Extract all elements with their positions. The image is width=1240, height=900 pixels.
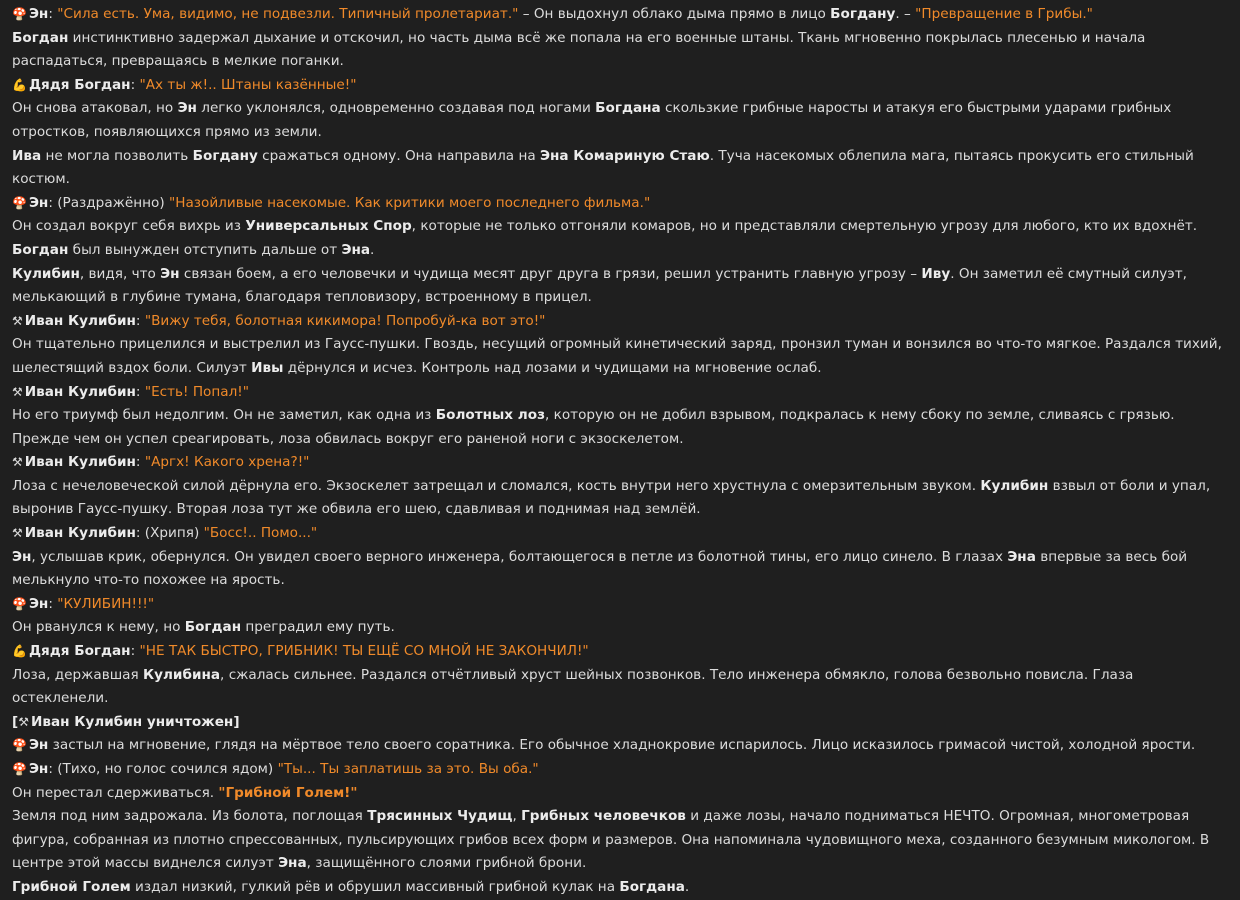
- text-segment: : (Тихо, но голос сочился ядом): [48, 761, 278, 777]
- bold-name: Богдану: [830, 6, 896, 22]
- text-segment: Лоза, державшая: [12, 666, 143, 683]
- bold-name: Эн: [28, 595, 49, 612]
- bold-name: Дядя Богдан: [28, 76, 131, 93]
- text-segment: :: [130, 76, 140, 93]
- bold-name: Болотных лоз: [435, 407, 546, 424]
- bold-name: Трясинных Чудищ: [367, 808, 513, 825]
- text-segment: издал низкий, гулкий рёв и обрушил массивный грибной кулак на: [130, 878, 620, 895]
- bold-name: Эна: [341, 241, 371, 258]
- chat-line: [12, 734, 1228, 758]
- bold-name: Дядя Богдан: [28, 643, 131, 660]
- text-segment: Но его триумф был недолгим. Он не заметил, как одна из: [12, 407, 436, 424]
- speaker-emoji-icon: 🍄: [12, 7, 27, 21]
- bold-name: Грибной Голем: [12, 878, 131, 895]
- bold-name: Богдана: [595, 100, 661, 117]
- text-segment: , сжалась сильнее. Раздался отчётливый хруст шейных позвонков. Тело инженера обмякло, голова безвольно повисла. Глаза остекленели.: [12, 666, 1134, 707]
- text-segment: , услышав крик, обернулся. Он увидел своего верного инженера, болтающегося в петле из болотной тины, его лицо синело. В глазах: [31, 548, 1008, 565]
- text-segment: Он снова атаковал, но: [12, 100, 178, 117]
- text-segment: инстинктивно задержал дыхание и отскочил, но часть дыма всё же попала на его военные штаны. Ткань мгновенно покрылась плесенью и начала распадаться, превращаясь в мелкие поганки.: [12, 29, 1146, 70]
- bold-name: Эн: [177, 100, 197, 117]
- bold-name: Богдан: [184, 619, 242, 636]
- text-segment: : (Раздражённо): [48, 194, 169, 211]
- bold-name: Эн: [160, 265, 180, 282]
- chat-line: [12, 758, 1228, 782]
- text-segment: впервые за весь бой мелькнуло что-то похожее на ярость.: [12, 548, 1188, 589]
- bold-name: Эн: [28, 6, 49, 22]
- bold-name: Богдану: [192, 147, 258, 164]
- chat-line: [12, 192, 1228, 216]
- bold-name: Кулибина: [143, 666, 221, 683]
- chat-line: [12, 27, 1228, 74]
- quote-text: "Сила есть. Ума, видимо, не подвезли. Типичный пролетариат.": [57, 6, 519, 22]
- bold-name: Эн: [28, 737, 49, 754]
- chat-line: [12, 711, 1228, 735]
- chat-line: [12, 664, 1228, 711]
- quote-text: "Есть! Попал!": [144, 383, 249, 400]
- speaker-emoji-icon: 💪: [12, 77, 27, 92]
- bold-name: [: [12, 713, 19, 730]
- bold-name: Кулибин: [980, 477, 1049, 494]
- text-segment: :: [48, 595, 58, 612]
- bold-name: Универсальных Спор: [245, 218, 412, 235]
- text-segment: застыл на мгновение, глядя на мёртвое тело своего соратника. Его обычное хладнокровие испарилось. Лицо исказилось гримасой чистой, холодной ярости.: [48, 737, 1196, 754]
- chat-line: [12, 381, 1228, 405]
- quote-text: "Ты... Ты заплатишь за это. Вы оба.": [277, 761, 539, 777]
- text-segment: : (Хрипя): [135, 525, 204, 542]
- chat-line: [12, 333, 1228, 380]
- speaker-emoji-icon: ⚒: [12, 384, 23, 399]
- bold-name: Богдан: [12, 241, 69, 258]
- bold-name: Эн: [28, 761, 49, 777]
- quote-text: "Превращение в Грибы.": [915, 6, 1093, 22]
- chat-line: [12, 3, 1228, 27]
- text-segment: . –: [895, 6, 916, 22]
- quote-text: "Грибной Голем!": [218, 784, 358, 801]
- bold-name: Грибных человечков: [521, 808, 686, 825]
- text-segment: .: [370, 241, 375, 258]
- text-segment: не могла позволить: [41, 147, 193, 164]
- text-segment: Земля под ним задрожала. Из болота, поглощая: [12, 808, 368, 825]
- text-segment: :: [135, 312, 145, 329]
- speaker-emoji-icon: 🍄: [12, 738, 27, 753]
- bold-name: Иван Кулибин: [24, 312, 136, 329]
- bold-name: Иван Кулибин: [24, 525, 136, 542]
- chat-line: [12, 640, 1228, 664]
- quote-text: "Назойливые насекомые. Как критики моего последнего фильма.": [168, 194, 651, 211]
- quote-text: "Вижу тебя, болотная кикимора! Попробуй-ка вот это!": [144, 312, 546, 329]
- text-segment: взвыл от боли и упал, выронив Гаусс-пушку. Вторая лоза тут же обвила его шею, сдавливая и поднимая над землёй.: [12, 477, 1211, 518]
- chat-line: [12, 404, 1228, 451]
- text-segment: ,: [512, 808, 522, 825]
- text-segment: связан боем, а его человечки и чудища месят друг друга в грязи, решил устранить главную угрозу –: [179, 265, 922, 282]
- bold-name: Ивы: [251, 359, 284, 376]
- text-segment: Лоза с нечеловеческой силой дёрнула его. Экзоскелет затрещал и сломался, кость внутри него хрустнула с омерзительным звуком.: [12, 477, 981, 494]
- chat-line: [12, 876, 1228, 900]
- text-segment: :: [135, 383, 145, 400]
- speaker-emoji-icon: 🍄: [12, 596, 27, 611]
- text-segment: Он создал вокруг себя вихрь из: [12, 218, 246, 235]
- text-segment: , видя, что: [79, 265, 161, 282]
- bold-name: Эна: [278, 855, 307, 872]
- bold-name: Богдан: [12, 29, 69, 46]
- chat-line: [12, 546, 1228, 593]
- speaker-emoji-icon: ⚒: [12, 526, 23, 541]
- chat-line: [12, 263, 1228, 310]
- quote-text: "Ах ты ж!.. Штаны казённые!": [139, 76, 357, 93]
- chat-line: [12, 310, 1228, 334]
- chat-line: [12, 616, 1228, 640]
- text-segment: дёрнулся и исчез. Контроль над лозами и чудищами на мгновение ослаб.: [283, 359, 822, 376]
- text-segment: Он тщательно прицелился и выстрелил из Гаусс-пушки. Гвоздь, несущий огромный кинетический заряд, пронзил туман и вонзился во что-то мягкое. Раздался тихий, шелестящий вздох боли. Силуэт: [12, 336, 1222, 376]
- bold-name: Богдана: [619, 878, 685, 895]
- bold-name: Эна: [1007, 548, 1036, 565]
- chat-line: [12, 97, 1228, 144]
- chat-line: [12, 145, 1228, 192]
- text-segment: сражаться одному. Она направила на: [257, 147, 540, 164]
- text-segment: . Он заметил её смутный силуэт, мелькающий в глубине тумана, благодаря тепловизору, встроенному в прицел.: [12, 265, 1187, 306]
- speaker-emoji-icon: ⚒: [18, 714, 29, 729]
- bold-name: Иван Кулибин: [24, 383, 136, 400]
- bold-name: Ива: [12, 147, 42, 164]
- bold-name: Иву: [921, 265, 951, 282]
- chat-line: [12, 475, 1228, 522]
- quote-text: "Босс!.. Помо...": [203, 525, 318, 542]
- bold-name: Эн: [28, 194, 49, 211]
- text-segment: скользкие грибные наросты и атакуя его быстрыми ударами грибных отростков, появляющихся прямо из земли.: [12, 100, 1172, 140]
- text-segment: :: [135, 454, 145, 471]
- speaker-emoji-icon: 💪: [12, 644, 27, 659]
- chat-line: [12, 215, 1228, 262]
- chat-line: [12, 522, 1228, 546]
- speaker-emoji-icon: ⚒: [12, 313, 23, 328]
- speaker-emoji-icon: 🍄: [12, 762, 27, 776]
- text-segment: . Туча насекомых облепила мага, пытаясь прокусить его стильный костюм.: [12, 147, 1194, 188]
- bold-name: Кулибин: [12, 265, 80, 282]
- text-segment: преградил ему путь.: [241, 619, 395, 636]
- text-segment: Он перестал сдерживаться.: [12, 784, 219, 801]
- bold-name: Эна Комариную Стаю: [539, 147, 710, 164]
- text-segment: .: [684, 878, 690, 895]
- text-segment: :: [130, 643, 140, 660]
- bold-name: Иван Кулибин уничтожен]: [30, 713, 240, 730]
- bold-name: Эн: [12, 548, 32, 565]
- text-segment: , которую он не добил взрывом, подкралась к нему сбоку по земле, сливаясь с грязью. Прежде чем он успел среагировать, лоза обвилась вокруг его раненой ноги с экзоскелетом.: [12, 407, 1175, 447]
- text-segment: , защищённого слоями грибной брони.: [306, 855, 587, 872]
- text-segment: :: [48, 6, 58, 22]
- chat-line: [12, 74, 1228, 98]
- text-segment: Он рванулся к нему, но: [12, 619, 185, 636]
- speaker-emoji-icon: 🍄: [12, 195, 27, 210]
- chat-line: [12, 782, 1228, 806]
- text-segment: – Он выдохнул облако дыма прямо в лицо: [518, 6, 831, 22]
- quote-text: "КУЛИБИН!!!": [57, 595, 155, 612]
- chat-line: [12, 805, 1228, 876]
- chat-line: [12, 451, 1228, 475]
- text-segment: был вынужден отступить дальше от: [68, 241, 342, 258]
- quote-text: "НЕ ТАК БЫСТРО, ГРИБНИК! ТЫ ЕЩЁ СО МНОЙ НЕ ЗАКОНЧИЛ!": [139, 643, 589, 660]
- speaker-emoji-icon: ⚒: [12, 455, 23, 470]
- bold-name: Иван Кулибин: [24, 454, 136, 471]
- chat-line: [12, 593, 1228, 617]
- text-segment: , которые не только отгоняли комаров, но и представляли смертельную угрозу для любого, кто их вдохнёт.: [411, 218, 1198, 235]
- text-segment: и даже лозы, начало подниматься НЕЧТО. Огромная, многометровая фигура, собранная из плотно спрессованных, пульсирующих грибов всех форм и размеров. Она напоминала чудовищного меха, созданного безумным микологом. В центре этой массы виднелся силуэт: [12, 808, 1210, 872]
- quote-text: "Аргх! Какого хрена?!": [144, 454, 310, 471]
- text-segment: легко уклонялся, одновременно создавая под ногами: [196, 100, 596, 117]
